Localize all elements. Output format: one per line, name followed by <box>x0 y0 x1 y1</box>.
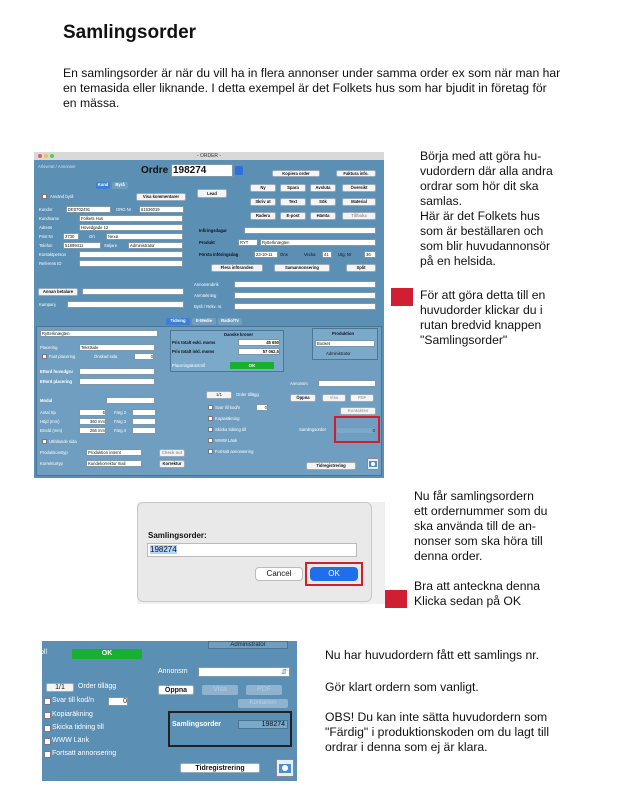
order-tillagg-label: Order tillägg <box>236 392 259 397</box>
radera-button[interactable]: Radera <box>250 212 276 220</box>
skrivut-button[interactable]: Skriv ut <box>250 198 276 206</box>
produktion-label: Produktion <box>332 331 355 336</box>
close-window-icon[interactable] <box>38 154 42 158</box>
check-out-button[interactable]: Check out <box>159 449 185 457</box>
vecka-field[interactable]: 41 <box>322 251 332 258</box>
breadcrumb: Arkiverat / Annonser <box>38 164 76 169</box>
pris-exkl-label: Pris totalt exkl. moms <box>172 340 216 345</box>
utfallande-checkbox[interactable] <box>42 439 47 444</box>
step3-line2: Gör klart ordern som vanligt. <box>325 680 479 694</box>
annan-betalare-button[interactable]: Annan betalare <box>38 288 78 296</box>
app-icon-zoom[interactable] <box>276 759 294 777</box>
farg3-field[interactable] <box>132 418 156 425</box>
anvand-byra-label: Använd byrå <box>50 194 74 199</box>
step1-red-text: För att göra detta till en huvudorder klickar du i rutan bredvid knappen "Samlingsorder" <box>420 288 546 347</box>
pris-inkl-field: 57 062,5 <box>238 348 280 355</box>
visa-button[interactable]: Visa <box>322 394 346 402</box>
hamta-button[interactable]: Hämta <box>310 212 336 220</box>
kopiera-order-button[interactable]: Kopiera order <box>272 170 320 177</box>
window-titlebar <box>34 152 384 160</box>
visa-kommentarer-button[interactable]: Visa kommentarer <box>136 193 186 201</box>
ok-button[interactable]: OK <box>310 567 358 581</box>
tab-radio[interactable]: Radio/Tv <box>218 318 242 325</box>
annonsm-select-zoom[interactable]: ⇵ <box>198 667 290 677</box>
step2-red-text: Bra att anteckna denna Klicka sedan på OK <box>414 579 541 608</box>
spara-button[interactable]: Spara <box>280 184 306 192</box>
www-lank-label-zoom: WWW Länk <box>52 737 89 744</box>
highlight-samlingsorder <box>334 416 380 443</box>
farg2-field[interactable] <box>132 409 156 416</box>
fortsatt-label-zoom: Fortsatt annonsering <box>52 750 117 757</box>
kontakten-button[interactable]: Kontakten <box>340 407 376 415</box>
anmarkning-label: Anmärkning <box>194 293 217 298</box>
postnr-field[interactable]: 3730 <box>63 233 79 240</box>
ettord-plac-field[interactable] <box>79 378 155 385</box>
danske-kroner-label: Danske kroner <box>224 332 254 337</box>
produktion-admin-fragment: Administrator <box>208 641 288 649</box>
ettord-huv-label: Ettord huvudgru <box>40 369 73 374</box>
farg2-label: Färg 2 <box>114 410 127 415</box>
material-button[interactable]: Material <box>342 198 376 206</box>
orgnr-field[interactable]: 61536019 <box>139 206 184 213</box>
kampanj-field[interactable] <box>67 301 184 308</box>
cancel-button[interactable]: Cancel <box>255 567 303 581</box>
kopiarakning-checkbox[interactable] <box>208 416 213 421</box>
tillbaka-button[interactable]: Tillbaka <box>342 212 376 220</box>
pris-exkl-field: 45 650 <box>238 339 280 346</box>
kundnamn-field[interactable]: Folkets Hus <box>79 215 183 222</box>
kundnamn-label: Kundnamn <box>39 216 60 221</box>
www-lank-checkbox-zoom[interactable] <box>44 738 51 745</box>
tab-byra[interactable]: Byrå <box>112 182 128 189</box>
produkt-field[interactable]: Rytterknægten <box>260 239 376 246</box>
samlingsorder-field-zoom[interactable]: 198274 <box>238 720 288 729</box>
step2-text: Nu får samlingsordern ett ordernummer som du ska använda till de an- nonser som ska höra till denna order. <box>414 489 548 563</box>
order-window-screenshot <box>34 152 384 478</box>
highlight-ok-button <box>305 562 363 586</box>
fortsatt-checkbox[interactable] <box>208 449 213 454</box>
visa-button-zoom[interactable]: Visa <box>202 685 238 695</box>
modul-field[interactable] <box>106 397 155 404</box>
telefon-label: Telefon <box>39 243 53 248</box>
ons-label: Ons <box>280 252 288 257</box>
svar-till-checkbox-zoom[interactable] <box>44 698 51 705</box>
oppna-button[interactable]: Öppna <box>290 394 316 402</box>
step1-text: Börja med att göra hu- vudordern där alla andra ordrar som hör dit ska samlas. Här är det Folkets hus som är beställaren och som blir huvudannonsör på en helsida. <box>420 149 553 268</box>
dialog-label: Samlingsorder: <box>148 531 207 540</box>
kontaktperson-label: Kontaktperson <box>39 252 67 257</box>
tab-emedie[interactable]: E-Medie <box>192 318 216 325</box>
ny-button[interactable]: Ny <box>250 184 276 192</box>
utg-field[interactable]: 36 <box>364 251 376 258</box>
byra-rek-field[interactable] <box>234 303 376 310</box>
ettord-huv-field[interactable] <box>79 368 155 375</box>
text-button[interactable]: Text <box>280 198 306 206</box>
epost-button[interactable]: E-post <box>280 212 306 220</box>
antal-sp-field[interactable]: 6 <box>79 409 106 416</box>
hojd-field[interactable]: 360 mm <box>79 418 106 425</box>
kontaktperson-field[interactable] <box>79 251 183 258</box>
skicka-tidning-checkbox-zoom[interactable] <box>44 725 51 732</box>
app-icon[interactable] <box>367 458 379 470</box>
referens-label: Referens ID <box>39 261 62 266</box>
korrektur-button[interactable]: Korrektur <box>159 460 185 468</box>
produktionstyp-label: Produktionstyp <box>40 450 68 455</box>
svar-till-checkbox[interactable] <box>208 405 213 410</box>
skicka-tidning-label-zoom: Skicka tidning till <box>52 724 104 731</box>
telefon-field[interactable]: 51899411 <box>63 242 101 249</box>
kontakten-button-zoom[interactable]: Kontakten <box>238 699 288 708</box>
minimize-window-icon[interactable] <box>44 154 48 158</box>
lead-button[interactable]: Lead <box>197 189 227 198</box>
flera-inforanden-button[interactable]: Flera införanden <box>211 264 263 272</box>
intro-paragraph: En samlingsorder är när du vill ha in flera annonser under samma order ex som när man har en temasida eller liknande. I detta exempel är det Folkets hus som har bjudit in företag för en mässa. <box>63 66 561 110</box>
placering-label: Placering <box>40 345 58 350</box>
tab-kund[interactable]: Kund <box>97 182 109 187</box>
placeringskontroll-label: Placeringskontroll <box>172 363 206 368</box>
red-marker-1 <box>391 288 413 306</box>
kopiarakning-label-zoom: Kopiaräkning <box>52 711 93 718</box>
kopiarakning-checkbox-zoom[interactable] <box>44 712 51 719</box>
order-label: Ordre <box>141 165 169 176</box>
placeringskontroll-ok-status: OK <box>230 362 274 369</box>
annonsm-select[interactable] <box>318 380 376 387</box>
pris-inkl-label: Pris totalt inkl. moms <box>172 349 215 354</box>
anvand-byra-checkbox[interactable] <box>42 194 47 199</box>
placering-field[interactable]: Tekstside <box>79 344 155 351</box>
onskad-sida-field[interactable]: 0 <box>134 353 154 360</box>
www-lank-checkbox[interactable] <box>208 438 213 443</box>
placeringskontroll-ok-status-zoom: OK <box>72 649 142 659</box>
samannonsering-button[interactable]: Samannonsering <box>274 264 330 272</box>
samlingsorder-label-zoom: Samlingsorder <box>172 721 222 728</box>
annonsm-label: Annonsm <box>290 381 308 386</box>
hojd-label: Höjd (mm) <box>40 419 60 424</box>
onskad-sida-label: Önskad sida <box>94 354 118 359</box>
fortsatt-checkbox-zoom[interactable] <box>44 751 51 758</box>
forsta-label: Första införingsdag <box>199 252 239 257</box>
infiringsdagar-label: Infiringsdagar <box>199 228 227 233</box>
forsta-field[interactable]: 23-10-11 <box>254 251 278 258</box>
order-number-field[interactable]: 198274 <box>171 164 233 177</box>
red-marker-2 <box>385 590 407 608</box>
avsluta-button[interactable]: Avsluta <box>310 184 336 192</box>
adress-field[interactable]: Hovedgade 12 <box>79 224 183 231</box>
oversikt-button[interactable]: Översikt <box>342 184 376 192</box>
annan-betalare-field[interactable] <box>82 288 184 295</box>
produkt-label: Produkt <box>199 240 215 245</box>
annonsrubrik-field[interactable] <box>234 281 376 288</box>
orgnr-label: ORG Nr <box>116 207 132 212</box>
svar-till-field-zoom[interactable]: 0 <box>108 697 128 706</box>
tidregistrering-button[interactable]: Tidregistrering <box>306 462 356 470</box>
annonsm-label-zoom: Annonsm <box>158 668 188 675</box>
pager: 1/1 <box>206 391 232 399</box>
pager-zoom: 1/1 <box>46 683 74 692</box>
kundnr-label: Kundnr <box>39 207 53 212</box>
placeringskontroll-fragment: oll <box>40 649 48 656</box>
page-title: Samlingsorder <box>63 22 197 43</box>
saljare-label: Säljare <box>104 243 118 248</box>
fast-placering-checkbox[interactable] <box>42 354 47 359</box>
oppna-button-zoom[interactable]: Öppna <box>158 685 194 695</box>
bredd-field[interactable]: 266 mm <box>79 427 106 434</box>
kopiarakning-label: Kopiaräkning <box>215 416 240 421</box>
referens-field[interactable] <box>79 260 183 267</box>
farg3-label: Färg 3 <box>114 419 127 424</box>
fortsatt-label: Fortsatt annonsering <box>215 449 254 454</box>
order-stepper[interactable] <box>235 166 243 175</box>
faktura-info-button[interactable]: Faktura info. <box>336 170 376 177</box>
zoom-window-icon[interactable] <box>50 154 54 158</box>
dialog-input[interactable]: 198274 <box>147 543 357 557</box>
vecka-label: Vecka <box>304 252 316 257</box>
svar-till-field[interactable]: 0 <box>256 404 268 411</box>
samlingsorder-dialog <box>137 502 372 602</box>
postnr-label: Post Nr <box>39 234 53 239</box>
step3-line1: Nu har huvudordern fått ett samlings nr. <box>325 648 540 662</box>
farg4-field[interactable] <box>132 427 156 434</box>
split-button[interactable]: Split <box>346 264 376 272</box>
samlingsorder-label: Samlingsorder <box>299 427 326 432</box>
korrekturtyp-label: Korrekturtyp <box>40 461 63 466</box>
svar-till-label-zoom: Svar till kod/n <box>52 697 95 704</box>
produkt-code-field[interactable]: RYT <box>238 239 258 246</box>
infiringsdagar-field[interactable] <box>244 227 376 234</box>
ort-field[interactable]: Nexø <box>106 233 183 240</box>
step3-line3: OBS! Du kan inte sätta huvudordern som "Färdig" i produktionskoden om du lagt till ordrar i denna som ej är klara. <box>325 710 550 754</box>
tab-tidning[interactable]: Tidning <box>166 318 190 325</box>
www-lank-label: WWW Länk <box>215 438 238 443</box>
skicka-tidning-label: Skicka tidning till <box>215 427 246 432</box>
order-tillagg-label-zoom: Order tillägg <box>78 683 117 690</box>
produktion-select[interactable]: Booket <box>315 340 375 347</box>
ettord-plac-label: Ettord placering <box>40 379 73 384</box>
skicka-tidning-checkbox[interactable] <box>208 427 213 432</box>
adress-label: Adress <box>39 225 53 230</box>
zoomed-order-screenshot <box>42 641 297 781</box>
samlingsorder-field[interactable]: 0 <box>336 427 376 434</box>
utg-label: Utg. Nr <box>338 252 352 257</box>
kampanj-label: Kampanj <box>39 302 56 307</box>
pdf-button[interactable]: PDF <box>350 394 374 402</box>
antal-sp-label: Antal Sp <box>40 410 56 415</box>
saljare-field[interactable]: Administrator <box>128 242 183 249</box>
anmarkning-field[interactable] <box>234 292 376 299</box>
sok-button[interactable]: Sök <box>310 198 336 206</box>
produktion-admin-label: Administrator <box>326 351 351 356</box>
korrekturtyp-select[interactable]: Kundekorrektur mail <box>86 460 142 467</box>
tidregistrering-button-zoom[interactable]: Tidregistrering <box>180 763 260 773</box>
annonsrubrik-label: Annonsrubrik <box>194 282 219 287</box>
svar-till-label: Svar till kod/n <box>215 405 241 410</box>
fast-placering-label: Fast placering <box>49 354 76 359</box>
produktionstyp-select[interactable]: Produktion internt <box>86 449 142 456</box>
utfallande-label: Utfallande sida <box>49 439 77 444</box>
tidning-select[interactable]: Rytterknægten <box>40 330 158 337</box>
window-title: - ORDER - <box>196 153 222 159</box>
farg4-label: Färg 4 <box>114 428 127 433</box>
highlight-samlingsorder-zoom <box>168 711 292 747</box>
kundnr-field[interactable]: DE0702491 <box>66 206 111 213</box>
byra-rek-label: Byrå / Rekv. nr. <box>194 304 223 309</box>
ort-label: Ort <box>89 234 95 239</box>
modul-label: Modul <box>40 398 53 403</box>
pdf-button-zoom[interactable]: PDF <box>246 685 282 695</box>
bredd-label: Bredd (mm) <box>40 428 63 433</box>
